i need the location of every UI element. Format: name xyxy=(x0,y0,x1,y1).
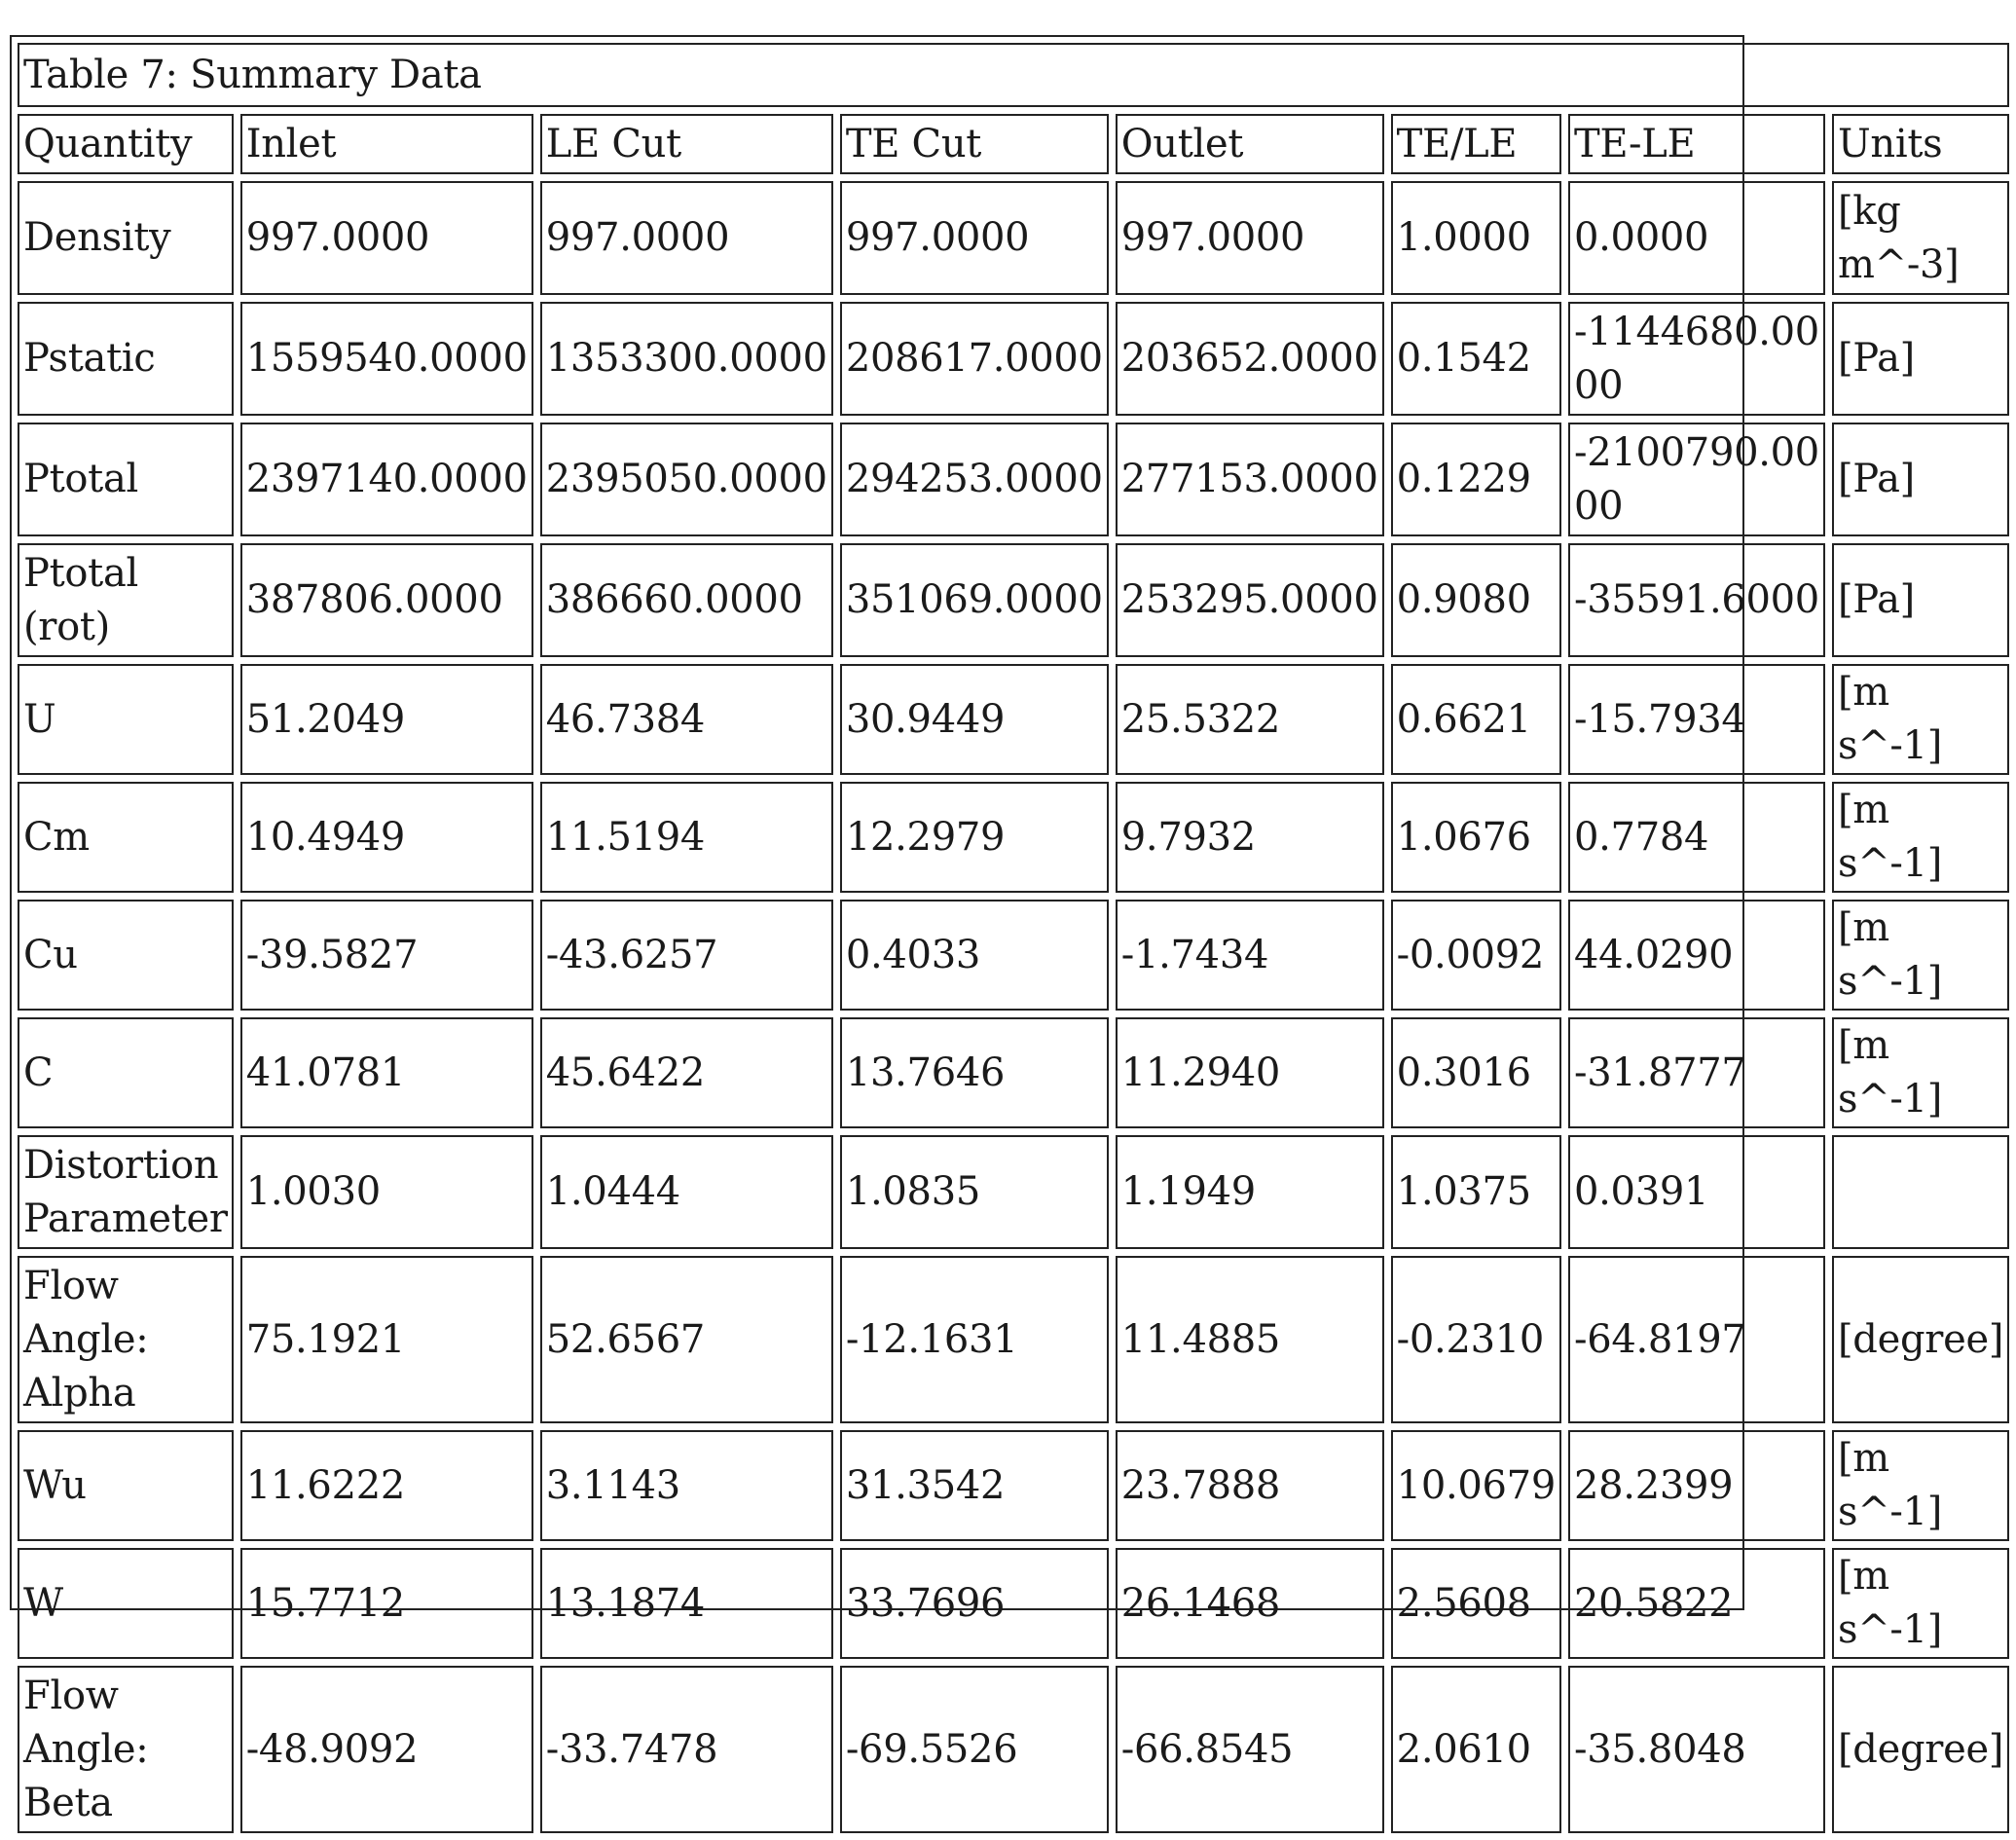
cell-le-cut: 52.6567 xyxy=(540,1256,833,1423)
header-le-cut: LE Cut xyxy=(540,114,833,174)
cell-units: [m s^-1] xyxy=(1832,900,2009,1011)
table-header-row xyxy=(18,114,2009,174)
cell-outlet: -1.7434 xyxy=(1116,900,1384,1011)
table-row xyxy=(18,1548,2009,1659)
cell-te-cut: 351069.0000 xyxy=(840,543,1109,657)
cell-te-le-difference: -2100790.0000 xyxy=(1568,423,1825,536)
header-te-le-difference: TE-LE xyxy=(1568,114,1825,174)
cell-te-le-ratio: 10.0679 xyxy=(1391,1430,1561,1541)
header-outlet: Outlet xyxy=(1116,114,1384,174)
cell-te-cut: 0.4033 xyxy=(840,900,1109,1011)
cell-outlet: 11.4885 xyxy=(1116,1256,1384,1423)
cell-quantity: Distortion Parameter xyxy=(18,1135,234,1249)
cell-te-le-difference: -35591.6000 xyxy=(1568,543,1825,657)
cell-te-cut: -12.1631 xyxy=(840,1256,1109,1423)
cell-le-cut: -43.6257 xyxy=(540,900,833,1011)
cell-quantity: Cm xyxy=(18,782,234,893)
table-row xyxy=(18,1135,2009,1249)
cell-outlet: 9.7932 xyxy=(1116,782,1384,893)
table-row xyxy=(18,423,2009,536)
cell-te-cut: 33.7696 xyxy=(840,1548,1109,1659)
cell-units xyxy=(1832,1135,2009,1249)
cell-inlet: 75.1921 xyxy=(240,1256,533,1423)
table-row xyxy=(18,302,2009,416)
cell-te-le-ratio: 1.0676 xyxy=(1391,782,1561,893)
table-row xyxy=(18,1666,2009,1833)
cell-le-cut: 997.0000 xyxy=(540,181,833,295)
header-quantity: Quantity xyxy=(18,114,234,174)
summary-table-frame xyxy=(10,35,2004,1825)
cell-te-le-difference: 0.0000 xyxy=(1568,181,1825,295)
cell-quantity: Flow Angle: Beta xyxy=(18,1666,234,1833)
cell-units: [m s^-1] xyxy=(1832,664,2009,775)
cell-quantity: W xyxy=(18,1548,234,1659)
cell-units: [Pa] xyxy=(1832,302,2009,416)
cell-units: [kg m^-3] xyxy=(1832,181,2009,295)
cell-quantity: Density xyxy=(18,181,234,295)
cell-le-cut: 1353300.0000 xyxy=(540,302,833,416)
cell-te-cut: 12.2979 xyxy=(840,782,1109,893)
cell-quantity: Ptotal xyxy=(18,423,234,536)
cell-units: [m s^-1] xyxy=(1832,1548,2009,1659)
cell-quantity: U xyxy=(18,664,234,775)
cell-te-le-ratio: 1.0000 xyxy=(1391,181,1561,295)
cell-te-le-ratio: 2.5608 xyxy=(1391,1548,1561,1659)
cell-inlet: -39.5827 xyxy=(240,900,533,1011)
cell-te-le-difference: -1144680.0000 xyxy=(1568,302,1825,416)
cell-inlet: 11.6222 xyxy=(240,1430,533,1541)
cell-inlet: 1559540.0000 xyxy=(240,302,533,416)
cell-outlet: 203652.0000 xyxy=(1116,302,1384,416)
table-row xyxy=(18,664,2009,775)
cell-quantity: C xyxy=(18,1017,234,1128)
cell-te-le-difference: 0.0391 xyxy=(1568,1135,1825,1249)
table-row xyxy=(18,543,2009,657)
cell-te-cut: 30.9449 xyxy=(840,664,1109,775)
cell-units: [Pa] xyxy=(1832,423,2009,536)
cell-inlet: 387806.0000 xyxy=(240,543,533,657)
table-row xyxy=(18,1430,2009,1541)
cell-units: [degree] xyxy=(1832,1666,2009,1833)
summary-data-table xyxy=(11,36,2016,1840)
cell-inlet: 997.0000 xyxy=(240,181,533,295)
cell-le-cut: 11.5194 xyxy=(540,782,833,893)
cell-quantity: Pstatic xyxy=(18,302,234,416)
cell-te-le-difference: -64.8197 xyxy=(1568,1256,1825,1423)
cell-te-le-ratio: -0.0092 xyxy=(1391,900,1561,1011)
cell-te-le-ratio: 0.6621 xyxy=(1391,664,1561,775)
cell-outlet: 26.1468 xyxy=(1116,1548,1384,1659)
cell-te-cut: 1.0835 xyxy=(840,1135,1109,1249)
cell-inlet: 10.4949 xyxy=(240,782,533,893)
cell-te-cut: -69.5526 xyxy=(840,1666,1109,1833)
cell-units: [m s^-1] xyxy=(1832,1430,2009,1541)
cell-le-cut: 1.0444 xyxy=(540,1135,833,1249)
cell-le-cut: 13.1874 xyxy=(540,1548,833,1659)
header-inlet: Inlet xyxy=(240,114,533,174)
cell-te-le-difference: 0.7784 xyxy=(1568,782,1825,893)
cell-te-cut: 31.3542 xyxy=(840,1430,1109,1541)
table-row xyxy=(18,782,2009,893)
table-caption-row xyxy=(18,43,2009,107)
cell-te-le-difference: 20.5822 xyxy=(1568,1548,1825,1659)
cell-le-cut: 2395050.0000 xyxy=(540,423,833,536)
cell-outlet: -66.8545 xyxy=(1116,1666,1384,1833)
cell-outlet: 997.0000 xyxy=(1116,181,1384,295)
cell-te-cut: 997.0000 xyxy=(840,181,1109,295)
cell-inlet: 15.7712 xyxy=(240,1548,533,1659)
cell-inlet: 1.0030 xyxy=(240,1135,533,1249)
cell-outlet: 253295.0000 xyxy=(1116,543,1384,657)
cell-le-cut: 3.1143 xyxy=(540,1430,833,1541)
cell-inlet: 51.2049 xyxy=(240,664,533,775)
cell-quantity: Wu xyxy=(18,1430,234,1541)
cell-te-le-difference: -31.8777 xyxy=(1568,1017,1825,1128)
table-row xyxy=(18,181,2009,295)
header-te-cut: TE Cut xyxy=(840,114,1109,174)
cell-inlet: -48.9092 xyxy=(240,1666,533,1833)
cell-te-le-ratio: 2.0610 xyxy=(1391,1666,1561,1833)
cell-outlet: 11.2940 xyxy=(1116,1017,1384,1128)
header-te-le-ratio: TE/LE xyxy=(1391,114,1561,174)
cell-quantity: Cu xyxy=(18,900,234,1011)
cell-outlet: 23.7888 xyxy=(1116,1430,1384,1541)
cell-le-cut: -33.7478 xyxy=(540,1666,833,1833)
cell-te-cut: 208617.0000 xyxy=(840,302,1109,416)
cell-outlet: 1.1949 xyxy=(1116,1135,1384,1249)
cell-te-le-ratio: -0.2310 xyxy=(1391,1256,1561,1423)
cell-outlet: 25.5322 xyxy=(1116,664,1384,775)
header-units: Units xyxy=(1832,114,2009,174)
cell-te-le-difference: -15.7934 xyxy=(1568,664,1825,775)
cell-te-le-ratio: 0.9080 xyxy=(1391,543,1561,657)
table-row xyxy=(18,1017,2009,1128)
cell-units: [degree] xyxy=(1832,1256,2009,1423)
cell-le-cut: 46.7384 xyxy=(540,664,833,775)
cell-te-cut: 13.7646 xyxy=(840,1017,1109,1128)
cell-te-le-ratio: 0.1229 xyxy=(1391,423,1561,536)
cell-units: [Pa] xyxy=(1832,543,2009,657)
cell-quantity: Ptotal (rot) xyxy=(18,543,234,657)
cell-te-le-ratio: 0.3016 xyxy=(1391,1017,1561,1128)
cell-te-le-difference: -35.8048 xyxy=(1568,1666,1825,1833)
cell-le-cut: 386660.0000 xyxy=(540,543,833,657)
cell-te-le-ratio: 0.1542 xyxy=(1391,302,1561,416)
cell-quantity: Flow Angle: Alpha xyxy=(18,1256,234,1423)
cell-outlet: 277153.0000 xyxy=(1116,423,1384,536)
cell-te-le-difference: 28.2399 xyxy=(1568,1430,1825,1541)
cell-units: [m s^-1] xyxy=(1832,782,2009,893)
cell-units: [m s^-1] xyxy=(1832,1017,2009,1128)
table-row xyxy=(18,900,2009,1011)
cell-te-cut: 294253.0000 xyxy=(840,423,1109,536)
cell-te-le-difference: 44.0290 xyxy=(1568,900,1825,1011)
cell-inlet: 41.0781 xyxy=(240,1017,533,1128)
table-row xyxy=(18,1256,2009,1423)
table-caption: Table 7: Summary Data xyxy=(18,43,2009,107)
cell-le-cut: 45.6422 xyxy=(540,1017,833,1128)
cell-inlet: 2397140.0000 xyxy=(240,423,533,536)
cell-te-le-ratio: 1.0375 xyxy=(1391,1135,1561,1249)
